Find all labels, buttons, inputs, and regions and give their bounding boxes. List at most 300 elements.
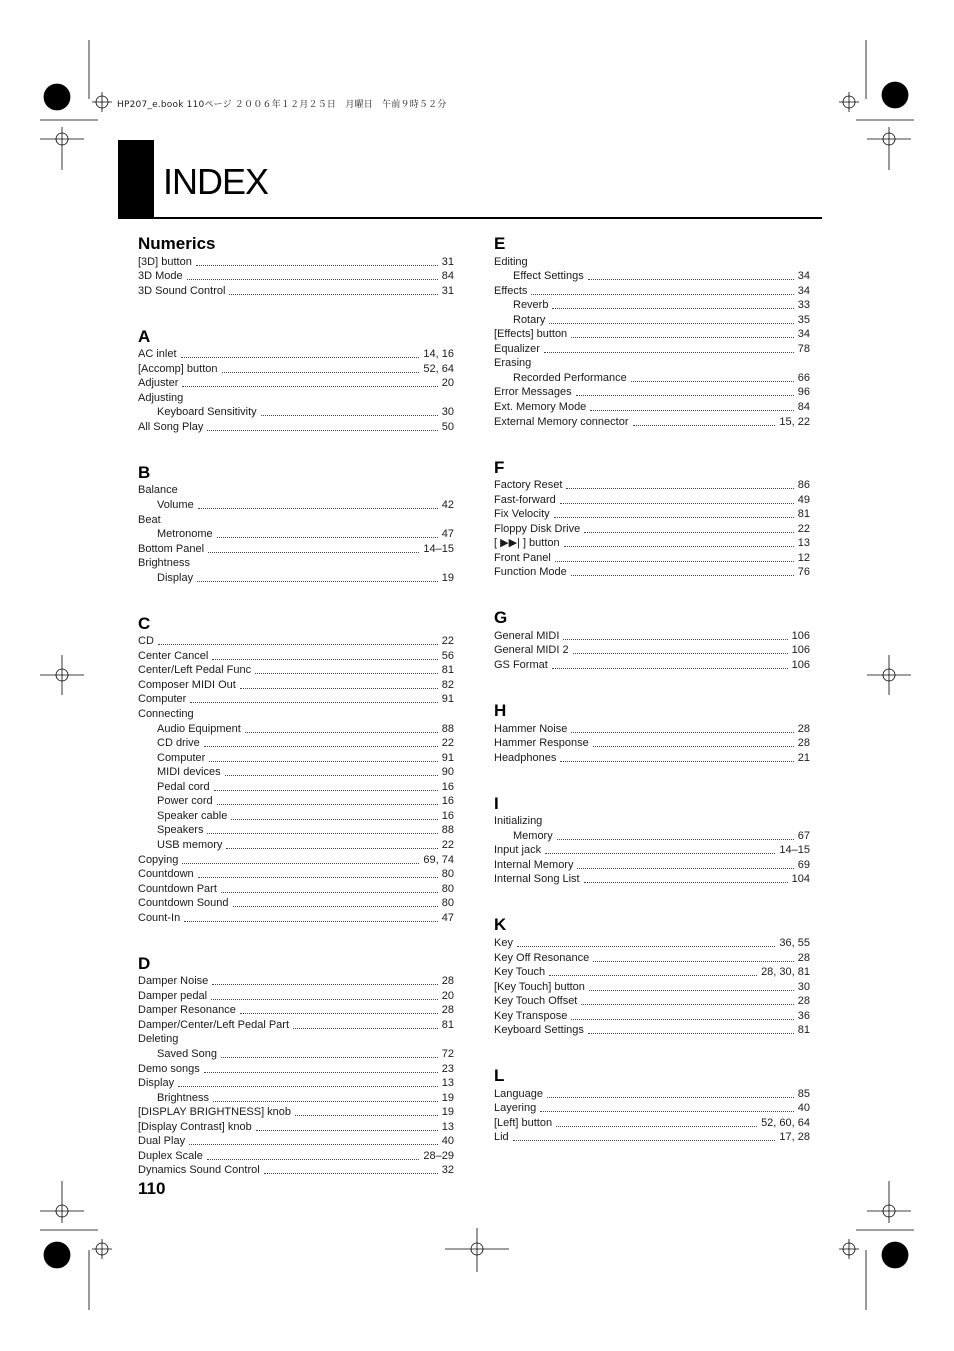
dot-leader: [217, 804, 438, 805]
entry-pages: 80: [441, 897, 454, 910]
index-entry: [138, 390, 454, 405]
dot-leader: [549, 323, 793, 324]
index-subentry: [138, 721, 454, 736]
entry-label: Composer MIDI Out: [138, 678, 236, 691]
dot-leader: [213, 1101, 438, 1102]
entry-pages: 13: [441, 1120, 454, 1133]
dot-leader: [245, 732, 438, 733]
entry-label: Display: [138, 1077, 175, 1090]
index-entry: [494, 507, 810, 522]
entry-pages: 28, 30, 81: [761, 966, 810, 979]
entry-label: Input jack: [494, 844, 542, 857]
dot-leader: [557, 839, 794, 840]
dot-leader: [576, 395, 794, 396]
entry-pages: 69, 74: [423, 853, 454, 866]
index-entry: [138, 692, 454, 707]
index-entry: [138, 376, 454, 391]
entry-pages: 88: [441, 722, 454, 735]
entry-label: Metronome: [157, 528, 213, 541]
entry-label: Front Panel: [494, 551, 551, 564]
index-entry: [494, 721, 810, 736]
entry-label: [Left] button: [494, 1116, 553, 1129]
dot-leader: [590, 410, 793, 411]
index-entry: [138, 541, 454, 556]
index-section-g: [494, 608, 810, 672]
index-entry: [494, 994, 810, 1009]
index-entry: [494, 935, 810, 950]
entry-pages: 66: [797, 371, 810, 384]
dot-leader: [226, 848, 437, 849]
dot-leader: [517, 946, 775, 947]
entry-label: [Key Touch] button: [494, 980, 585, 993]
index-entry: [138, 1119, 454, 1134]
entry-label: Computer: [138, 693, 187, 706]
entry-pages: 34: [797, 328, 810, 341]
entry-label: Countdown Sound: [138, 897, 229, 910]
entry-label: Layering: [494, 1102, 537, 1115]
index-entry: [138, 1032, 454, 1047]
entry-label: Copying: [138, 853, 179, 866]
entry-label: Hammer Noise: [494, 722, 568, 735]
index-entry: [138, 974, 454, 989]
entry-pages: 81: [797, 508, 810, 521]
entry-pages: 80: [441, 882, 454, 895]
index-entry: [138, 512, 454, 527]
index-subentry: [138, 736, 454, 751]
index-entry: [494, 1101, 810, 1116]
dot-leader: [255, 673, 438, 674]
section-letter: A: [138, 326, 151, 346]
title-bar: [118, 140, 154, 219]
entry-pages: 42: [441, 499, 454, 512]
entry-pages: 28: [797, 722, 810, 735]
entry-label: Memory: [513, 829, 553, 842]
entry-pages: 19: [441, 1091, 454, 1104]
index-subentry: [138, 779, 454, 794]
index-section-c: [138, 614, 454, 925]
index-entry: [494, 1086, 810, 1101]
entry-label: Power cord: [157, 795, 213, 808]
entry-pages: 36: [797, 1009, 810, 1022]
entry-pages: 88: [441, 824, 454, 837]
entry-pages: 19: [441, 1106, 454, 1119]
entry-label: Dual Play: [138, 1135, 186, 1148]
entry-label: CD drive: [157, 737, 200, 750]
entry-pages: 47: [441, 528, 454, 541]
entry-pages: 15, 22: [779, 415, 810, 428]
dot-leader: [182, 386, 437, 387]
index-entry: [138, 852, 454, 867]
entry-label: Keyboard Settings: [494, 1024, 584, 1037]
entry-label: 3D Mode: [138, 270, 183, 283]
entry-pages: 31: [441, 255, 454, 268]
dot-leader: [631, 381, 794, 382]
entry-label: Headphones: [494, 751, 557, 764]
entry-pages: 76: [797, 566, 810, 579]
dot-leader: [552, 668, 788, 669]
index-subentry: [138, 765, 454, 780]
entry-label: Erasing: [494, 357, 532, 370]
index-entry: [138, 1148, 454, 1163]
entry-label: Lid: [494, 1131, 509, 1144]
entry-pages: 80: [441, 868, 454, 881]
dot-leader: [198, 508, 438, 509]
entry-pages: 81: [441, 664, 454, 677]
index-entry: [138, 556, 454, 571]
entry-pages: 22: [797, 522, 810, 535]
dot-leader: [207, 833, 437, 834]
index-subentry: [138, 1046, 454, 1061]
index-entry: [138, 347, 454, 362]
index-entry: [138, 881, 454, 896]
section-letter: G: [494, 608, 508, 628]
entry-label: [3D] button: [138, 255, 192, 268]
entry-label: Damper Resonance: [138, 1004, 236, 1017]
entry-label: Key Touch Offset: [494, 995, 578, 1008]
dot-leader: [261, 415, 438, 416]
dot-leader: [233, 906, 438, 907]
dot-leader: [197, 581, 438, 582]
entry-pages: 85: [797, 1087, 810, 1100]
dot-leader: [545, 853, 775, 854]
index-entry: [494, 536, 810, 551]
index-section-i: [494, 794, 810, 887]
index-entry: [138, 1003, 454, 1018]
entry-label: Initializing: [494, 815, 543, 828]
entry-pages: 78: [797, 342, 810, 355]
entry-pages: 34: [797, 270, 810, 283]
section-letter: L: [494, 1066, 505, 1086]
dot-leader: [184, 921, 438, 922]
entry-label: Demo songs: [138, 1062, 200, 1075]
entry-pages: 28: [797, 995, 810, 1008]
entry-label: Adjusting: [138, 391, 184, 404]
dot-leader: [182, 863, 419, 864]
section-letter: I: [494, 793, 499, 813]
entry-label: Reverb: [513, 299, 549, 312]
dot-leader: [584, 882, 788, 883]
entry-label: Adjuster: [138, 377, 179, 390]
dot-leader: [584, 532, 794, 533]
entry-pages: 40: [441, 1135, 454, 1148]
entry-pages: 91: [441, 693, 454, 706]
dot-leader: [571, 1019, 793, 1020]
index-subentry: [138, 823, 454, 838]
dot-leader: [293, 1028, 438, 1029]
index-entry: [138, 1105, 454, 1120]
entry-label: Effects: [494, 284, 528, 297]
index-entry: [494, 283, 810, 298]
entry-label: Damper Noise: [138, 975, 209, 988]
dot-leader: [221, 892, 438, 893]
entry-label: Saved Song: [157, 1047, 217, 1060]
entry-label: Floppy Disk Drive: [494, 522, 581, 535]
entry-pages: 91: [441, 751, 454, 764]
entry-label: Fix Velocity: [494, 508, 550, 521]
dot-leader: [214, 790, 438, 791]
entry-pages: 50: [441, 420, 454, 433]
entry-label: [ ▶▶| ] button: [494, 537, 560, 550]
index-section-l: [494, 1066, 810, 1144]
dot-leader: [231, 819, 437, 820]
dot-leader: [549, 975, 757, 976]
index-entry: [494, 414, 810, 429]
entry-pages: 14–15: [423, 542, 454, 555]
dot-leader: [212, 984, 437, 985]
entry-pages: 81: [441, 1018, 454, 1031]
index-entry: [138, 1061, 454, 1076]
section-letter: H: [494, 701, 507, 721]
dot-leader: [204, 1072, 438, 1073]
entry-label: Center Cancel: [138, 649, 209, 662]
index-entry: [138, 677, 454, 692]
index-entry: [494, 965, 810, 980]
entry-label: Audio Equipment: [157, 722, 241, 735]
dot-leader: [209, 761, 437, 762]
index-entry: [138, 896, 454, 911]
section-letter: E: [494, 234, 506, 253]
dot-leader: [229, 294, 437, 295]
index-entry: [494, 550, 810, 565]
index-section-b: [138, 463, 454, 585]
entry-label: Language: [494, 1087, 543, 1100]
index-subentry: [494, 269, 810, 284]
dot-leader: [571, 337, 794, 338]
entry-pages: 72: [441, 1047, 454, 1060]
dot-leader: [225, 775, 438, 776]
index-entry: [494, 979, 810, 994]
entry-pages: 20: [441, 377, 454, 390]
index-entry: [494, 385, 810, 400]
dot-leader: [187, 279, 438, 280]
entry-pages: 28: [797, 951, 810, 964]
entry-pages: 69: [797, 858, 810, 871]
index-subentry: [138, 1090, 454, 1105]
index-subentry: [138, 794, 454, 809]
dot-leader: [560, 761, 793, 762]
dot-leader: [196, 265, 438, 266]
dot-leader: [208, 552, 419, 553]
entry-label: Hammer Response: [494, 737, 589, 750]
index-entry: [494, 341, 810, 356]
dot-leader: [581, 1004, 793, 1005]
entry-pages: 36, 55: [779, 936, 810, 949]
entry-label: Deleting: [138, 1033, 179, 1046]
section-letter: B: [138, 462, 151, 482]
entry-label: Equalizer: [494, 342, 540, 355]
entry-label: Speakers: [157, 824, 204, 837]
index-subentry: [138, 497, 454, 512]
entry-label: Key: [494, 936, 513, 949]
dot-leader: [204, 746, 438, 747]
index-entry: [138, 269, 454, 284]
entry-label: USB memory: [157, 838, 223, 851]
entry-label: Key Off Resonance: [494, 951, 590, 964]
entry-pages: 20: [441, 989, 454, 1002]
index-entry: [494, 399, 810, 414]
dot-leader: [207, 430, 437, 431]
entry-pages: 28–29: [423, 1149, 454, 1162]
entry-pages: 104: [791, 873, 810, 886]
entry-label: Damper pedal: [138, 989, 208, 1002]
dot-leader: [211, 999, 438, 1000]
dot-leader: [571, 575, 794, 576]
dot-leader: [217, 537, 438, 538]
entry-label: Center/Left Pedal Func: [138, 664, 252, 677]
dot-leader: [577, 868, 793, 869]
dot-leader: [564, 546, 794, 547]
index-entry: [494, 736, 810, 751]
entry-label: Bottom Panel: [138, 542, 205, 555]
dot-leader: [555, 561, 794, 562]
dot-leader: [222, 372, 420, 373]
left-index-column: [138, 234, 454, 1177]
entry-pages: 28: [441, 1004, 454, 1017]
dot-leader: [563, 639, 787, 640]
entry-label: Duplex Scale: [138, 1149, 203, 1162]
entry-pages: 86: [797, 479, 810, 492]
index-entry: [494, 254, 810, 269]
dot-leader: [566, 488, 793, 489]
entry-pages: 32: [441, 1164, 454, 1177]
entry-pages: 34: [797, 284, 810, 297]
entry-label: Keyboard Sensitivity: [157, 406, 257, 419]
index-entry: [494, 1008, 810, 1023]
entry-label: Display: [157, 571, 194, 584]
entry-pages: 16: [441, 809, 454, 822]
dot-leader: [588, 1033, 794, 1034]
index-entry: [138, 663, 454, 678]
index-entry: [138, 254, 454, 269]
index-entry: [494, 521, 810, 536]
entry-pages: 96: [797, 386, 810, 399]
entry-label: Key Transpose: [494, 1009, 568, 1022]
entry-label: MIDI devices: [157, 766, 221, 779]
dot-leader: [560, 503, 794, 504]
dot-leader: [571, 732, 793, 733]
entry-label: Count-In: [138, 911, 181, 924]
index-entry: [138, 1163, 454, 1178]
dot-leader: [158, 644, 438, 645]
index-subentry: [138, 750, 454, 765]
dot-leader: [556, 1126, 757, 1127]
dot-leader: [264, 1173, 438, 1174]
index-subentry: [138, 808, 454, 823]
entry-label: CD: [138, 635, 154, 648]
entry-label: [Effects] button: [494, 328, 568, 341]
section-letter: Numerics: [138, 234, 216, 253]
entry-pages: 28: [441, 975, 454, 988]
entry-pages: 81: [797, 1024, 810, 1037]
entry-pages: 84: [797, 401, 810, 414]
entry-pages: 16: [441, 795, 454, 808]
entry-pages: 90: [441, 766, 454, 779]
entry-label: Speaker cable: [157, 809, 228, 822]
page-title: INDEX: [163, 161, 269, 202]
entry-label: All Song Play: [138, 420, 204, 433]
index-subentry: [494, 370, 810, 385]
index-entry: [138, 634, 454, 649]
index-entry: [138, 988, 454, 1003]
entry-pages: 56: [441, 649, 454, 662]
section-letter: K: [494, 915, 507, 935]
entry-pages: 12: [797, 551, 810, 564]
index-section-numerics: [138, 234, 454, 298]
index-entry: [494, 657, 810, 672]
section-letter: C: [138, 613, 151, 633]
entry-pages: 84: [441, 270, 454, 283]
entry-pages: 82: [441, 678, 454, 691]
index-entry: [494, 1023, 810, 1038]
entry-pages: 13: [797, 537, 810, 550]
index-section-d: [138, 954, 454, 1178]
entry-pages: 52, 64: [423, 362, 454, 375]
dot-leader: [198, 877, 438, 878]
dot-leader: [552, 308, 793, 309]
entry-label: Computer: [157, 751, 206, 764]
entry-label: Brightness: [157, 1091, 209, 1104]
entry-pages: 19: [441, 571, 454, 584]
index-subentry: [138, 527, 454, 542]
entry-label: Function Mode: [494, 566, 567, 579]
entry-pages: 17, 28: [779, 1131, 810, 1144]
index-section-k: [494, 915, 810, 1037]
entry-label: Editing: [494, 255, 528, 268]
index-subentry: [138, 405, 454, 420]
entry-label: [Display Contrast] knob: [138, 1120, 252, 1133]
print-header: HP207_e.book 110ページ ２００６年１２月２５日 月曜日 午前９時５２分: [117, 100, 447, 110]
entry-pages: 52, 60, 64: [761, 1116, 810, 1129]
entry-label: Effect Settings: [513, 270, 584, 283]
entry-pages: 23: [441, 1062, 454, 1075]
section-letter: D: [138, 953, 151, 973]
dot-leader: [207, 1159, 420, 1160]
entry-pages: 106: [791, 629, 810, 642]
dot-leader: [554, 517, 794, 518]
dot-leader: [633, 425, 776, 426]
entry-pages: 49: [797, 493, 810, 506]
entry-label: External Memory connector: [494, 415, 629, 428]
page-number: 110: [138, 1179, 166, 1198]
entry-label: Connecting: [138, 708, 194, 721]
entry-label: [Accomp] button: [138, 362, 218, 375]
entry-label: Countdown Part: [138, 882, 217, 895]
dot-leader: [593, 961, 794, 962]
entry-label: Volume: [157, 499, 194, 512]
entry-pages: 28: [797, 737, 810, 750]
index-entry: [494, 492, 810, 507]
entry-pages: 22: [441, 635, 454, 648]
index-entry: [494, 950, 810, 965]
entry-label: [DISPLAY BRIGHTNESS] knob: [138, 1106, 292, 1119]
index-entry: [138, 1017, 454, 1032]
entry-label: 3D Sound Control: [138, 284, 226, 297]
index-subentry: [494, 828, 810, 843]
dot-leader: [589, 990, 794, 991]
index-subentry: [494, 312, 810, 327]
index-entry: [138, 867, 454, 882]
dot-leader: [588, 279, 794, 280]
entry-pages: 22: [441, 737, 454, 750]
index-entry: [494, 628, 810, 643]
index-entry: [138, 1076, 454, 1091]
index-subentry: [138, 837, 454, 852]
index-section-e: [494, 234, 810, 429]
entry-pages: 16: [441, 780, 454, 793]
entry-label: General MIDI: [494, 629, 560, 642]
dot-leader: [181, 357, 420, 358]
dot-leader: [240, 688, 438, 689]
